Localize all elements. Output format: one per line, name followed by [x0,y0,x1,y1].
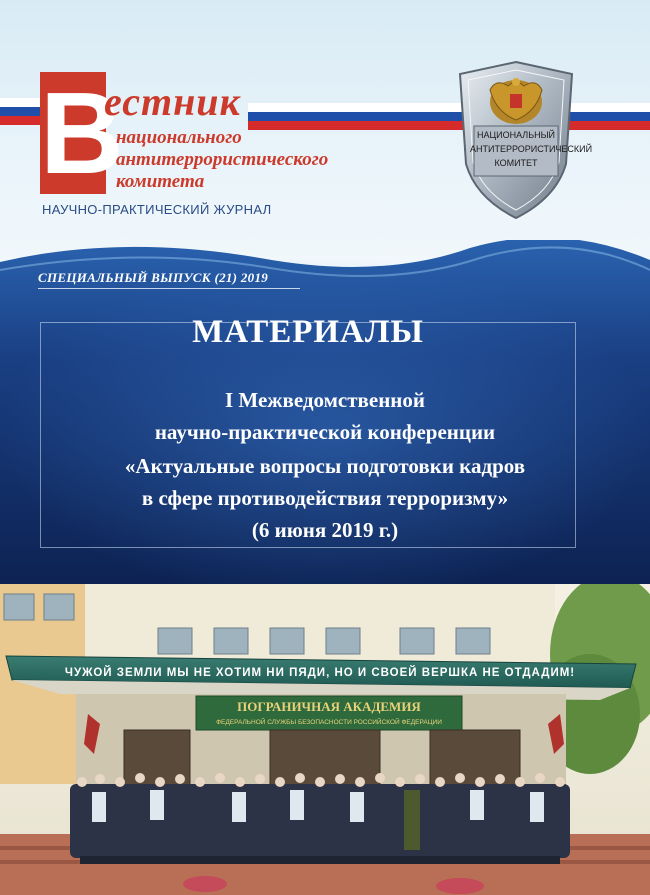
conference-date: (6 июня 2019 г.) [251,518,399,542]
academy-sign-text: ПОГРАНИЧНАЯ АКАДЕМИЯ [237,699,421,714]
journal-subtitle: НАУЧНО-ПРАКТИЧЕСКИЙ ЖУРНАЛ [42,202,272,217]
main-heading: МАТЕРИАЛЫ [192,314,424,350]
journal-title-word: естник [104,79,241,124]
russian-flag-stripes-left [0,98,40,126]
russian-flag-stripes-right [248,103,650,131]
conference-title-line: научно-практической конференции [154,420,496,444]
logo-letter: В [40,68,124,198]
canopy-banner-text: ЧУЖОЙ ЗЕМЛИ МЫ НЕ ХОТИМ НИ ПЯДИ, НО И СВОЕЙ ВЕРШКА НЕ ОТДАДИМ! [64,667,576,679]
conference-title-line: «Актуальные вопросы подготовки кадров [124,454,526,478]
journal-title-line: комитета [116,171,205,192]
conference-title-line: в сфере противодействия терроризму» [141,486,509,510]
conference-participants [70,773,570,864]
special-issue-label: СПЕЦИАЛЬНЫЙ ВЫПУСК (21) 2019 [38,270,300,289]
journal-title-line: национального [116,127,242,148]
double-headed-eagle-icon [490,78,542,124]
conference-title-line: I Межведомственной [224,388,426,412]
emblem-caption-line: НАЦИОНАЛЬНЫЙ [476,130,556,140]
journal-title-line: антитеррористического [116,149,329,170]
academy-sign-subtext: ФЕДЕРАЛЬНОЙ СЛУЖБЫ БЕЗОПАСНОСТИ РОССИЙСКОЙ ФЕДЕРАЦИИ [216,719,442,726]
emblem-caption-line: КОМИТЕТ [494,158,538,168]
emblem-caption-line: АНТИТЕРРОРИСТИЧЕСКИЙ [470,144,593,154]
group-photo [0,584,650,895]
emblem-caption [470,128,593,170]
